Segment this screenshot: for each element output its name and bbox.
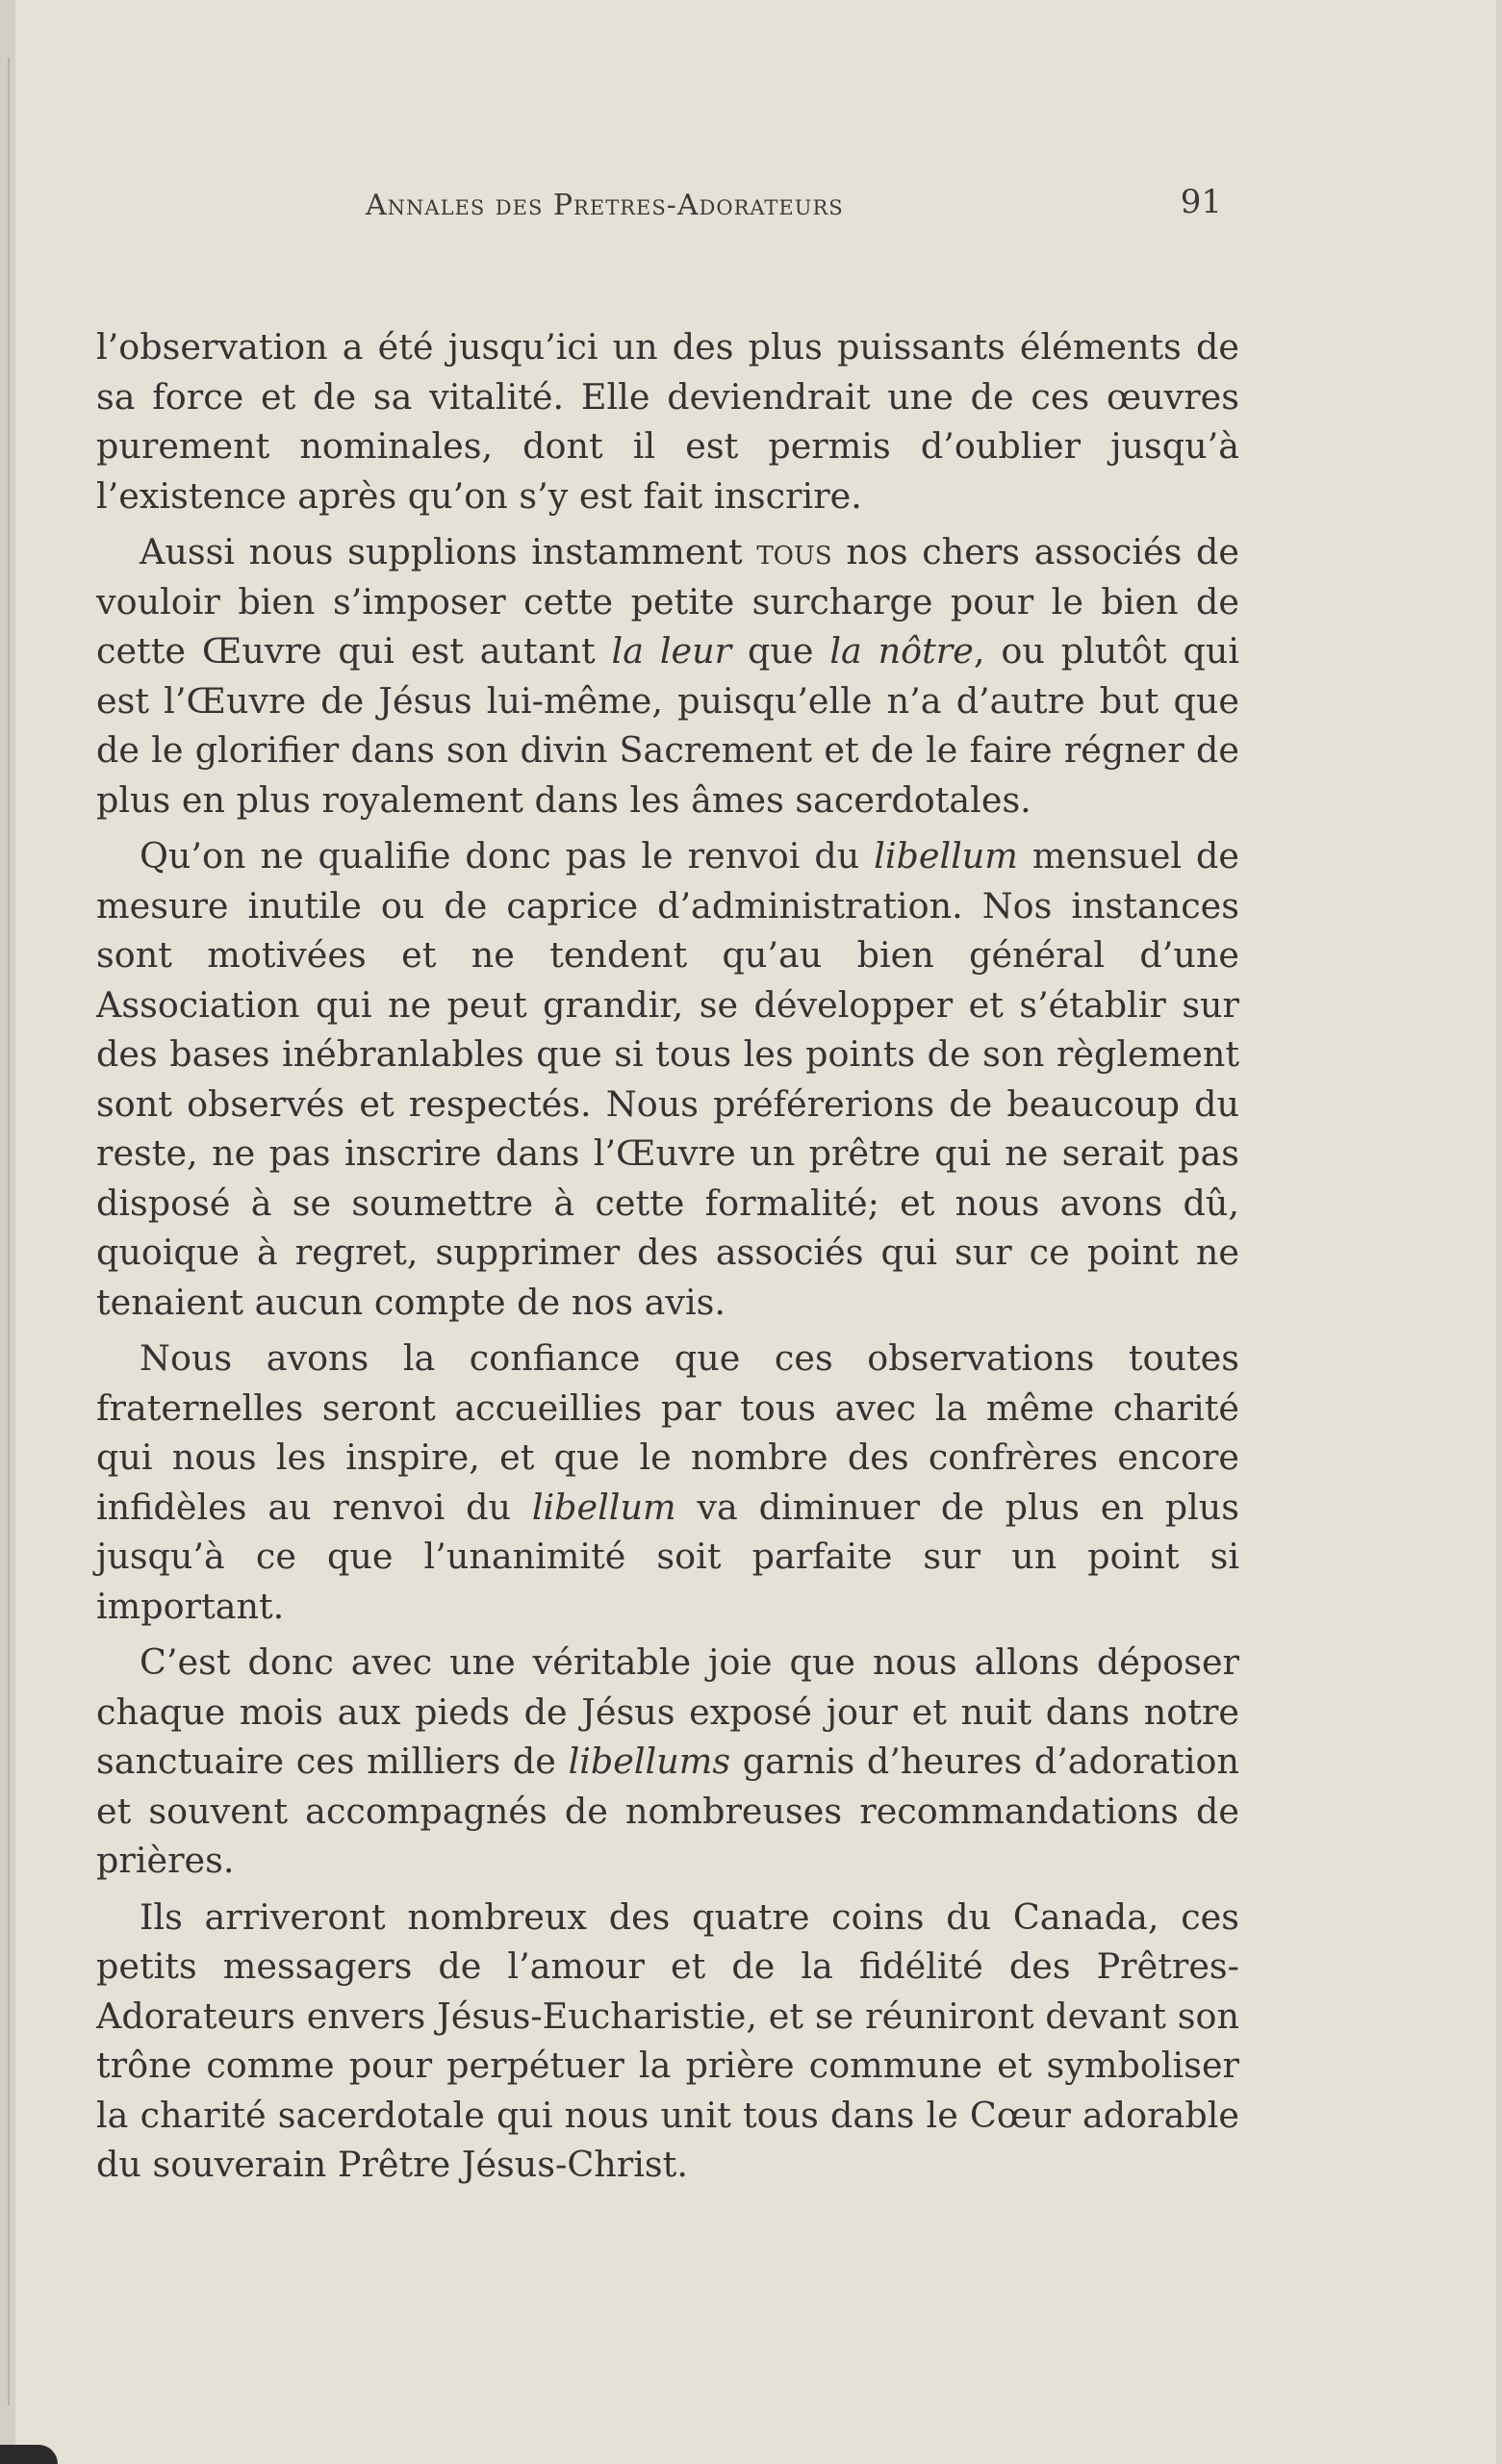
italic-term: libellum [874,835,1018,876]
text-run: Qu’on ne qualifie donc pas le renvoi du [140,835,875,876]
page-header [96,183,1241,231]
page-binding-line [8,58,10,2405]
italic-term: libellum [531,1486,676,1528]
text-run: nos chers associés de vouloir bien s’imposer cette petite surcharge pour le bien de cette Œuvre qui est autant [96,531,1239,672]
text-run: Aussi nous supplions instamment [140,531,757,572]
text-run: garnis d’heures d’adoration et souvent accompagnés de nombreuses recommandations de prières. [96,1740,1239,1881]
text-run: Nous avons la confiance que ces observations toutes fraternelles seront accueillies par tous avec la même charité qui nous les inspire, et que le nombre des confrères encore infidèles au renvoi du [96,1337,1239,1528]
small-caps-term: tous [756,531,832,572]
page-number: 91 [1180,183,1222,221]
paragraph [96,1892,1239,2190]
text-run: mensuel de mesure inutile ou de caprice d’administration. Nos instances sont motivées et ne tendent qu’au bien général d’une Association qui ne peut grandir, se développer et s’établir sur des bases inébranlables que si tous les points de son règlement sont observés et respectés. Nous préférerions de beaucoup du reste, ne pas inscrire dans l’Œuvre un prêtre qui ne serait pas disposé à se soumettre à cette formalité; et nous avons dû, quoique à regret, supprimer des associés qui sur ce point ne tenaient aucun compte de nos avis. [96,835,1239,1323]
text-run: , ou plutôt qui est l’Œuvre de Jésus lui-même, puisqu’elle n’a d’autre but que de le glorifier dans son divin Sacrement et de le faire régner de plus en plus royalement dans les âmes sacerdotales. [96,630,1240,821]
paragraph [96,1638,1239,1886]
paragraph [96,831,1239,1327]
running-title: Annales des Pretres-Adorateurs [366,189,844,222]
paragraph [96,322,1239,521]
paragraph [96,527,1239,825]
italic-term: la leur [611,630,732,672]
italic-term: libellums [568,1740,731,1782]
page-right-edge [1496,0,1502,2464]
text-run: Ils arriveront nombreux des quatre coins du Canada, ces petits messagers de l’amour et de la fidélité des Prêtres-Adorateurs envers Jésus-Eucharistie, et se réuniront devant son trône comme pour perpétuer la prière commune et symboliser la charité sacerdotale qui nous unit tous dans le Cœur adorable du souverain Prêtre Jésus-Christ. [96,1895,1239,2185]
text-run: C’est donc avec une véritable joie que nous allons déposer chaque mois aux pieds de Jésus exposé jour et nuit dans notre sanctuaire ces milliers de [96,1641,1239,1782]
text-run: va diminuer de plus en plus jusqu’à ce que l’unanimité soit parfaite sur un point si important. [96,1486,1240,1627]
text-run: l’observation a été jusqu’ici un des plus puissants éléments de sa force et de sa vitalité. Elle deviendrait une de ces œuvres purement nominales, dont il est permis d’oublier jusqu’à l’existence après qu’on s’y est fait inscrire. [96,326,1239,517]
text-run: que [731,630,830,672]
paragraph [96,1334,1239,1631]
page-body [96,322,1239,2197]
scan-corner-shadow [0,2445,58,2464]
italic-term: la nôtre [829,630,974,672]
